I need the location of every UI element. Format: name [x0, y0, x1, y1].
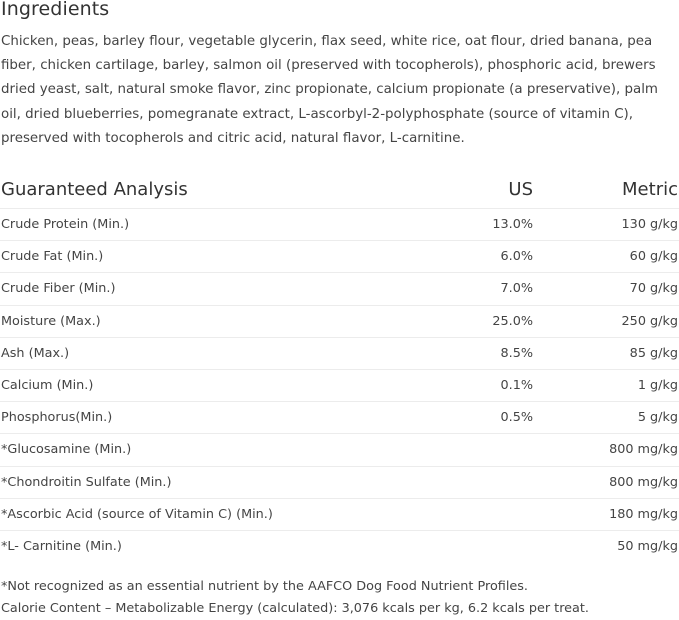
- table-row: [0, 467, 679, 499]
- table-row: [0, 338, 679, 370]
- table-row: [0, 306, 679, 338]
- metric-value: 70 g/kg: [629, 281, 678, 297]
- us-value: 25.0%: [492, 313, 533, 329]
- column-header-metric: Metric: [622, 179, 678, 200]
- nutrient-name: *L- Carnitine (Min.): [1, 538, 122, 554]
- nutrient-name: Crude Fat (Min.): [1, 249, 104, 265]
- table-row: [0, 402, 679, 434]
- metric-value: 180 mg/kg: [609, 506, 678, 522]
- metric-value: 50 mg/kg: [617, 538, 678, 554]
- us-value: 0.1%: [500, 377, 533, 393]
- table-row: [0, 273, 679, 305]
- nutrient-name: Moisture (Max.): [1, 313, 101, 329]
- aafco-footnote: *Not recognized as an essential nutrient by the AAFCO Dog Food Nutrient Profiles.: [1, 579, 528, 594]
- calorie-content: Calorie Content – Metabolizable Energy (calculated): 3,076 kcals per kg, 6.2 kcals per treat.: [1, 601, 589, 616]
- nutrient-name: Ash (Max.): [1, 345, 70, 361]
- analysis-title: Guaranteed Analysis: [1, 179, 188, 200]
- nutrient-name: Crude Fiber (Min.): [1, 281, 116, 297]
- us-value: 0.5%: [500, 410, 533, 426]
- nutrient-name: Calcium (Min.): [1, 377, 94, 393]
- table-row: [0, 241, 679, 273]
- us-value: 6.0%: [500, 249, 533, 265]
- metric-value: 60 g/kg: [629, 249, 678, 265]
- nutrient-name: Crude Protein (Min.): [1, 217, 130, 232]
- ingredients-list: Chicken, peas, barley flour, vegetable glycerin, flax seed, white rice, oat flour, dried banana, pea fiber, chicken cartilage, barley, salmon oil (preserved with tocopherols), phosphoric acid, brewers dried yeast, salt, natural smoke flavor, zinc propionate, calcium propionate (a preservative), palm oil, dried blueberries, pomegranate extract, L-ascorbyl-2-polyphosphate (source of vitamin C), preserved with tocopherols and citric acid, natural flavor, L-carnitine.: [1, 34, 658, 146]
- nutrient-name: *Glucosamine (Min.): [1, 442, 132, 458]
- column-header-us: US: [508, 179, 533, 200]
- metric-value: 130 g/kg: [621, 217, 678, 232]
- us-value: 7.0%: [500, 281, 533, 297]
- metric-value: 250 g/kg: [621, 313, 678, 329]
- metric-value: 5 g/kg: [637, 410, 678, 426]
- nutrient-name: Phosphorus(Min.): [1, 410, 113, 426]
- guaranteed-analysis-table: [0, 176, 679, 562]
- metric-value: 800 mg/kg: [609, 442, 678, 458]
- footnotes: [1, 576, 589, 620]
- table-row: [0, 370, 679, 402]
- us-value: 8.5%: [500, 345, 533, 361]
- table-row: [0, 209, 679, 241]
- metric-value: 85 g/kg: [629, 345, 678, 361]
- table-row: [0, 531, 679, 562]
- metric-value: 1 g/kg: [637, 377, 678, 393]
- analysis-header-row: [0, 176, 679, 209]
- table-row: [0, 434, 679, 466]
- nutrient-name: *Ascorbic Acid (source of Vitamin C) (Min.): [1, 506, 273, 522]
- table-row: [0, 499, 679, 531]
- us-value: 13.0%: [492, 217, 533, 232]
- ingredients-title: Ingredients: [1, 0, 110, 20]
- nutrient-name: *Chondroitin Sulfate (Min.): [1, 474, 172, 490]
- metric-value: 800 mg/kg: [609, 474, 678, 490]
